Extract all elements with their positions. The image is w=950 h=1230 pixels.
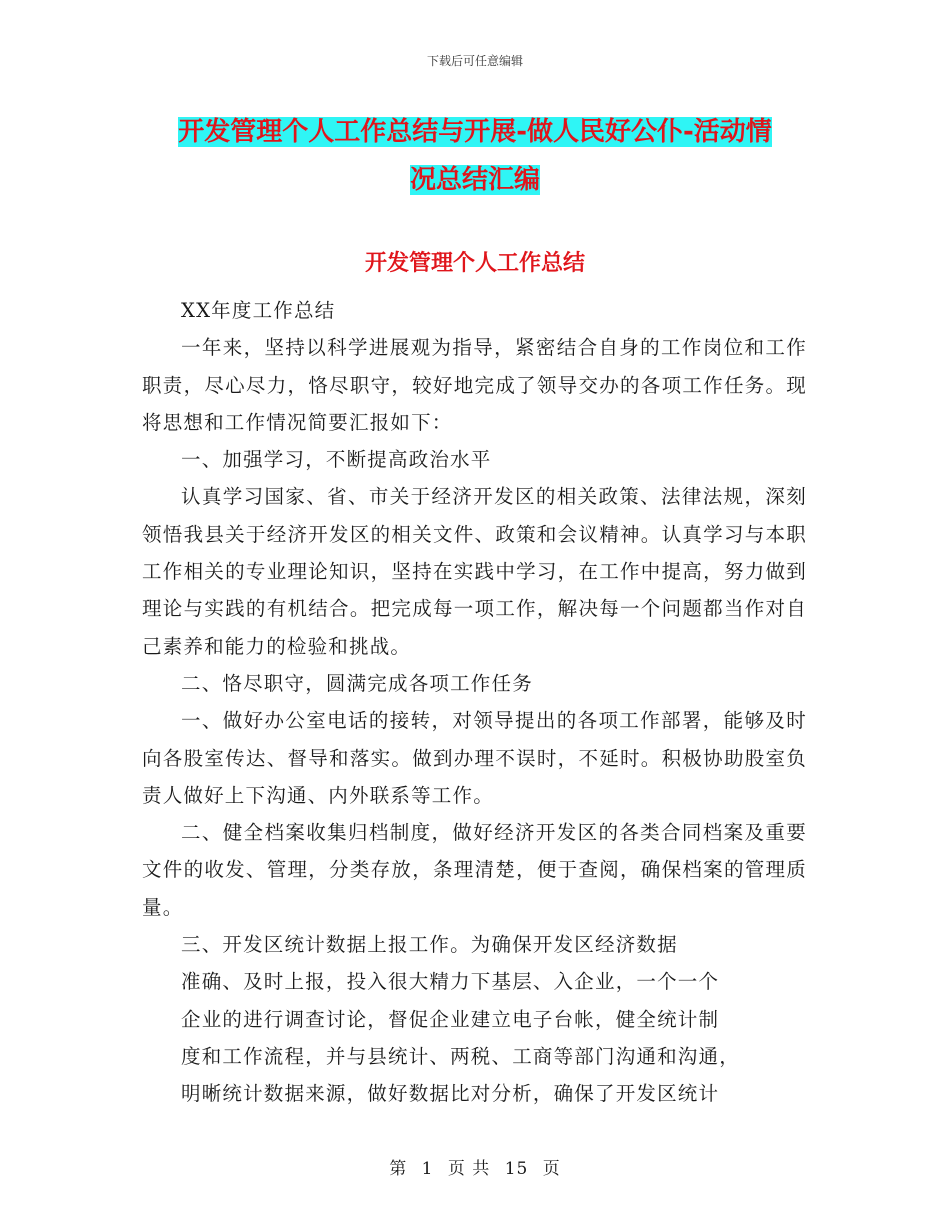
paragraph-year-summary: XX年度工作总结 (181, 299, 336, 322)
header-note: 下载后可任意编辑 (426, 54, 523, 68)
document-title-line-2: 况总结汇编 (409, 165, 540, 195)
heading-study: 一、加强学习，不断提高政治水平 (181, 448, 492, 472)
page-suffix: 页 (542, 1159, 561, 1179)
paragraph-study: 认真学习国家、省、市关于经济开发区的相关政策、法律法规，深刻领悟我县关于经济开发区的相关文件、政策和会议精神。认真学习与本职工作相关的专业理论知识，坚持在实践中学习，在工作中提高，努力做到理论与实践的有机结合。把完成每一项工作，解决每一个问题都当作对自己素养和能力的检验和挑战。 (142, 485, 807, 658)
document-title (150, 108, 800, 204)
statistics-line-3: 度和工作流程，并与县统计、两税、工商等部门沟通和沟通， (181, 1044, 740, 1068)
statistics-line-2: 企业的进行调查讨论，督促企业建立电子台帐，健全统计制 (181, 1007, 720, 1031)
total-pages: 15 (504, 1159, 529, 1179)
page-footer (0, 1154, 950, 1179)
statistics-line-1: 准确、及时上报，投入很大精力下基层、入企业，一个一个 (181, 970, 720, 994)
page-number: 1 (421, 1159, 434, 1179)
section-title: 开发管理个人工作总结 (364, 251, 585, 276)
statistics-line-4: 明晰统计数据来源，做好数据比对分析，确保了开发区统计 (181, 1082, 720, 1106)
heading-duties: 二、恪尽职守，圆满完成各项工作任务 (181, 671, 533, 695)
page-mid: 页 共 (447, 1159, 491, 1179)
document-title-line-1: 开发管理个人工作总结与开展-做人民好公仆-活动情 (178, 117, 772, 147)
paragraph-statistics: 三、开发区统计数据上报工作。为确保开发区经济数据 (181, 933, 678, 957)
paragraph-phone: 一、做好办公室电话的接转，对领导提出的各项工作部署，能够及时向各股室传达、督导和落实。做到办理不误时，不延时。积极协助股室负责人做好上下沟通、内外联系等工作。 (142, 709, 807, 807)
document-body (142, 292, 807, 1113)
paragraph-intro: 一年来，坚持以科学进展观为指导，紧密结合自身的工作岗位和工作职责，尽心尽力，恪尽职守，较好地完成了领导交办的各项工作任务。现将思想和工作情况简要汇报如下： (142, 336, 807, 434)
paragraph-archive: 二、健全档案收集归档制度，做好经济开发区的各类合同档案及重要文件的收发、管理，分类存放，条理清楚，便于查阅，确保档案的管理质量。 (142, 821, 807, 919)
page-prefix: 第 (389, 1159, 408, 1179)
